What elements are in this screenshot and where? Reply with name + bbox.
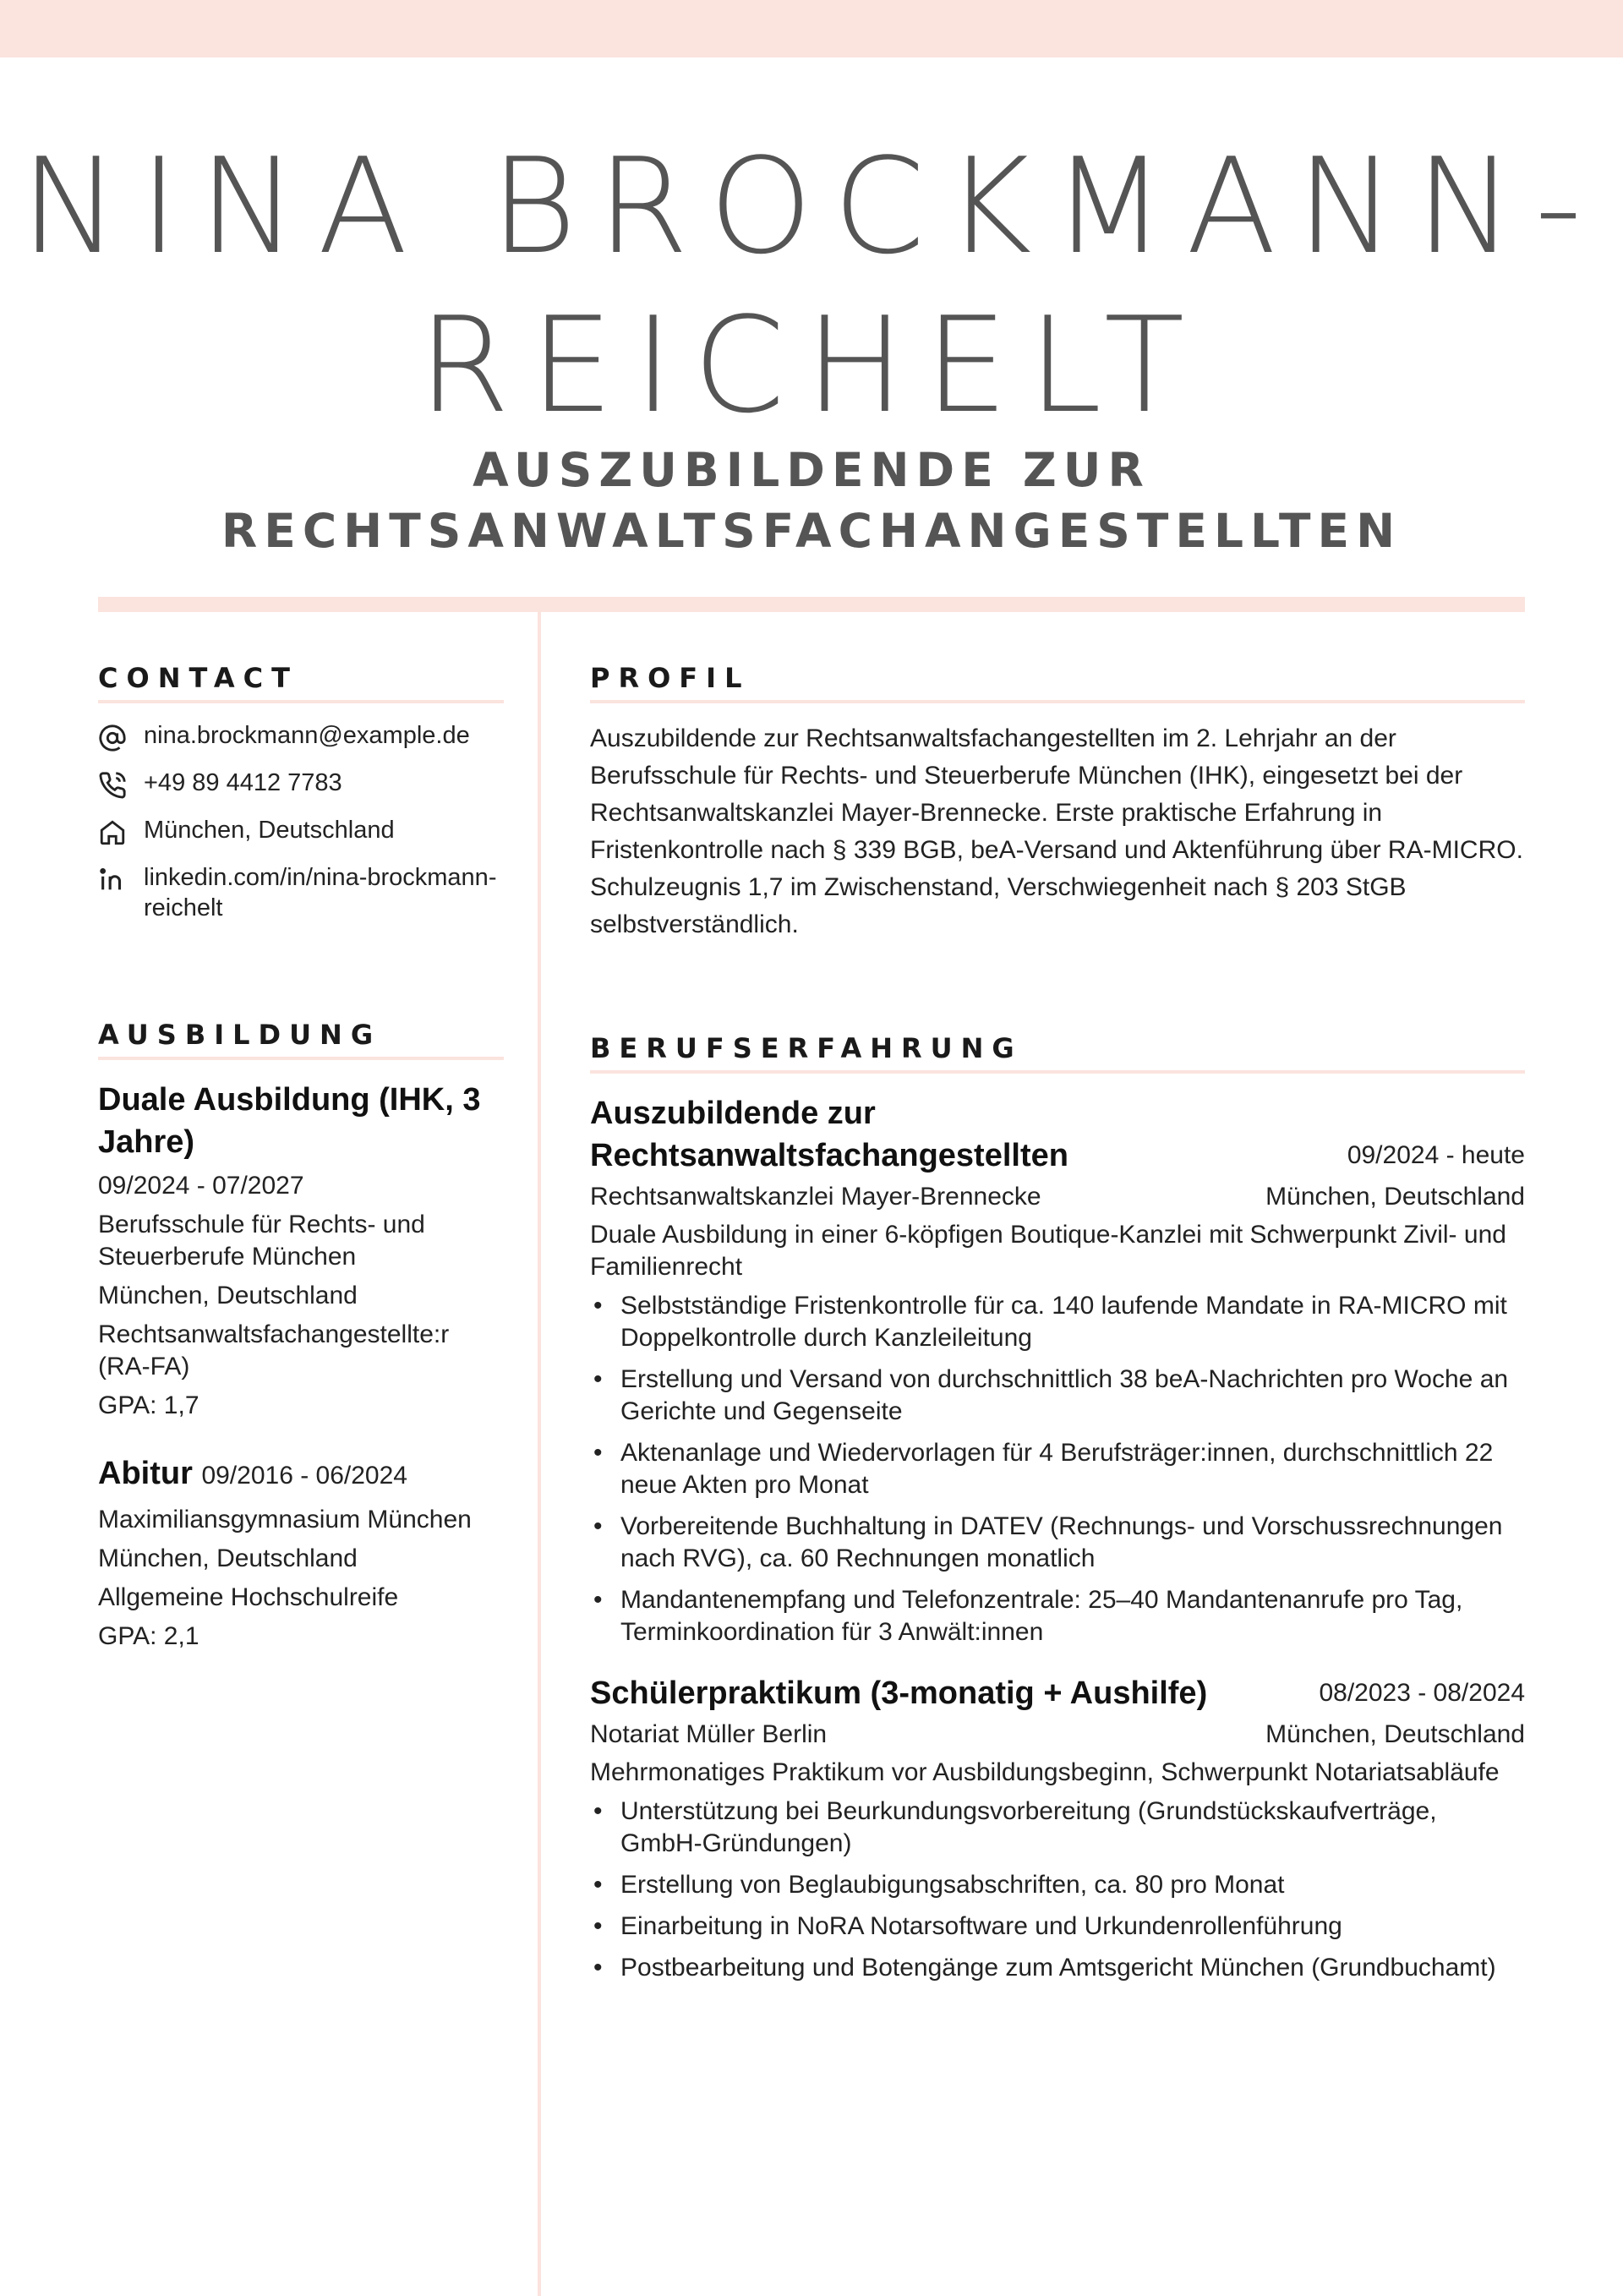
linkedin-icon <box>98 866 134 894</box>
experience-section <box>590 1031 1525 1984</box>
education-dates: 09/2024 - 07/2027 <box>98 1172 304 1200</box>
contact-location-text: München, Deutschland <box>144 817 395 844</box>
phone-icon <box>98 771 134 800</box>
bullet-item: • Unterstützung bei Beurkundungsvorbereitung (Grundstückskaufverträge, GmbH-Gründungen) <box>590 1796 1525 1860</box>
job-description: Duale Ausbildung in einer 6-köpfigen Boutique-Kanzlei mit Schwerpunkt Zivil- und Familienrecht <box>590 1221 1506 1281</box>
contact-email-text: nina.brockmann@example.de <box>144 722 470 749</box>
job-meta <box>590 1180 1525 1214</box>
contact-linkedin-text: linkedin.com/in/nina-brockmann-reichelt <box>144 864 497 921</box>
job-title-block <box>0 440 1623 561</box>
contact-location <box>98 815 504 847</box>
education-degree: Rechtsanwaltsfachangestellte:r (RA-FA) <box>98 1320 450 1380</box>
job-employer: Rechtsanwaltskanzlei Mayer-Brennecke <box>590 1183 1041 1211</box>
bullet-item: • Aktenanlage und Wiedervorlagen für 4 Berufsträger:innen, durchschnittlich 22 neue Akten pro Monat <box>590 1437 1525 1501</box>
right-column <box>590 661 1525 1993</box>
bullet-item: • Mandantenempfang und Telefonzentrale: 25–40 Mandantenanrufe pro Tag, Terminkoordination für 3 Anwält:innen <box>590 1584 1525 1648</box>
job-title: Schülerpraktikum (3-monatig + Aushilfe) <box>590 1676 1208 1711</box>
education-section <box>98 1018 504 1653</box>
job-meta <box>590 1718 1525 1752</box>
contact-phone-text: +49 89 4412 7783 <box>144 769 342 796</box>
top-accent-bar <box>0 0 1623 57</box>
bullet-item: • Postbearbeitung und Botengänge zum Amtsgericht München (Grundbuchamt) <box>590 1952 1525 1984</box>
experience-heading: BERUFSERFAHRUNG <box>590 1031 1525 1074</box>
job-bullets <box>590 1290 1525 1648</box>
education-degree: Allgemeine Hochschulreife <box>98 1583 399 1611</box>
job-location: München, Deutschland <box>1265 1720 1525 1748</box>
bullet-item: • Selbstständige Fristenkontrolle für ca. 140 laufende Mandate in RA-MICRO mit Doppelkontrolle durch Kanzleileitung <box>590 1290 1525 1354</box>
left-column <box>98 661 504 1653</box>
header-divider <box>98 597 1525 612</box>
job-description: Mehrmonatiges Praktikum vor Ausbildungsbeginn, Schwerpunkt Notariatsabläufe <box>590 1758 1500 1786</box>
job-dates: 09/2024 - heute <box>1347 1141 1525 1169</box>
at-icon <box>98 724 134 752</box>
contact-section <box>98 661 504 923</box>
education-school: Maximiliansgymnasium München <box>98 1506 472 1533</box>
education-dates: 09/2016 - 06/2024 <box>201 1462 407 1490</box>
job-title: Auszubildende zur Rechtsanwaltsfachangestellten <box>590 1096 1068 1173</box>
contact-heading: CONTACT <box>98 661 504 703</box>
job-title-row <box>590 1672 1525 1714</box>
title-line-2: RECHTSANWALTSFACHANGESTELLTEN <box>221 504 1402 558</box>
contact-email[interactable] <box>98 720 504 752</box>
name-line-2: REICHELT <box>418 288 1205 442</box>
bullet-item: • Erstellung von Beglaubigungsabschriften, ca. 80 pro Monat <box>590 1869 1525 1901</box>
education-school: Berufsschule für Rechts- und Steuerberufe München <box>98 1211 425 1271</box>
bullet-item: • Einarbeitung in NoRA Notarsoftware und Urkundenrollenführung <box>590 1911 1525 1943</box>
education-location: München, Deutschland <box>98 1282 358 1309</box>
education-location: München, Deutschland <box>98 1544 358 1572</box>
education-entry <box>98 1452 504 1653</box>
profile-section <box>590 661 1525 943</box>
resume-header <box>0 127 1623 561</box>
name-line-1: NINA BROCKMANN- <box>20 129 1603 283</box>
bullet-item: • Erstellung und Versand von durchschnittlich 38 beA-Nachrichten pro Woche an Gerichte und Gegenseite <box>590 1364 1525 1428</box>
education-gpa: GPA: 2,1 <box>98 1622 199 1650</box>
home-icon <box>98 818 134 847</box>
education-title: Duale Ausbildung (IHK, 3 Jahre) <box>98 1082 481 1160</box>
job-title-row <box>590 1092 1525 1177</box>
job-location: München, Deutschland <box>1265 1183 1525 1211</box>
contact-linkedin[interactable] <box>98 862 504 923</box>
job-dates: 08/2023 - 08/2024 <box>1319 1679 1525 1707</box>
job-entry <box>590 1092 1525 1648</box>
bullet-item: • Vorbereitende Buchhaltung in DATEV (Rechnungs- und Vorschussrechnungen nach RVG), ca. 60 Rechnungen monatlich <box>590 1511 1525 1575</box>
education-title-row <box>98 1452 504 1497</box>
title-line-1: AUSZUBILDENDE ZUR <box>473 443 1150 497</box>
job-bullets <box>590 1796 1525 1984</box>
profile-text: Auszubildende zur Rechtsanwaltsfachangestellten im 2. Lehrjahr an der Berufsschule für Rechts- und Steuerberufe München (IHK), eingesetzt bei der Rechtsanwaltskanzlei Mayer-Brennecke. Erste praktische Erfahrung in Fristenkontrolle nach § 339 BGB, beA-Versand und Aktenführung über RA-MICRO. Schulzeugnis 1,7 im Zwischenstand, Verschwiegenheit nach § 203 StGB selbstverständlich. <box>590 724 1523 938</box>
education-heading: AUSBILDUNG <box>98 1018 504 1060</box>
profile-heading: PROFIL <box>590 661 1525 703</box>
job-employer: Notariat Müller Berlin <box>590 1720 828 1748</box>
contact-phone[interactable] <box>98 768 504 800</box>
education-gpa: GPA: 1,7 <box>98 1391 199 1419</box>
education-entry <box>98 1079 504 1422</box>
column-divider <box>538 612 541 2296</box>
education-title: Abitur <box>98 1456 193 1491</box>
contact-list <box>98 720 504 923</box>
job-entry <box>590 1672 1525 1984</box>
